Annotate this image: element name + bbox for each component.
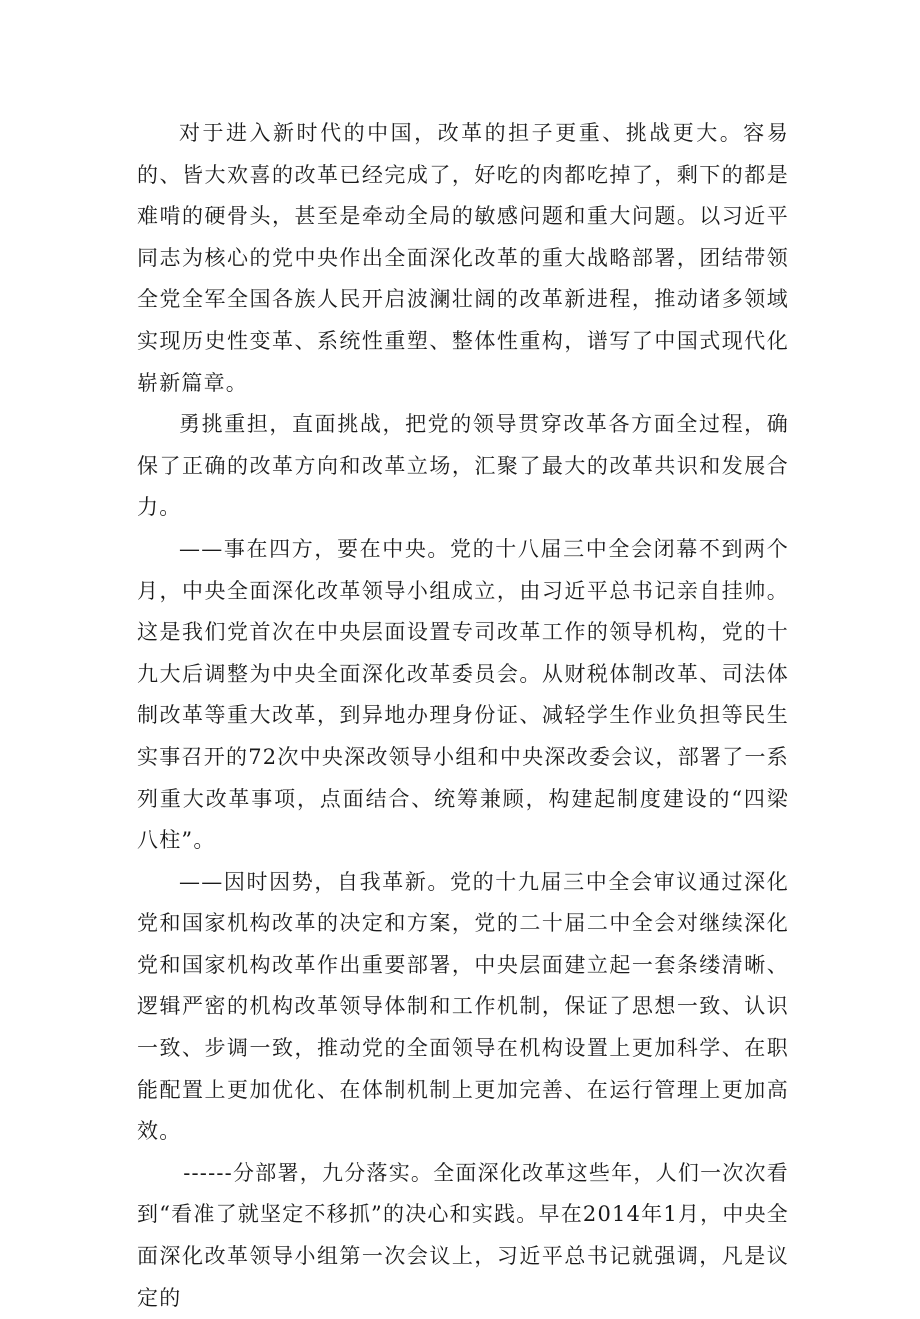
paragraph-leadership: 勇挑重担，直面挑战，把党的领导贯穿改革各方面全过程，确保了正确的改革方向和改革立场，汇聚了最大的改革共识和发展合力。 [137, 412, 789, 520]
paragraph-central-leadership: ——事在四方，要在中央。党的十八届三中全会闭幕不到两个月，中央全面深化改革领导小组成立，由习近平总书记亲自挂帅。这是我们党首次在中央层面设置专司改革工作的领导机构，党的十九大后调整为中央全面深化改革委员会。从财税体制改革、司法体制改革等重大改革，到异地办理身份证、减轻学生作业负担等民生实事召开的72次中央深改领导小组和中央深改委会议，部署了一系列重大改革事项，点面结合、统筹兼顾，构建起制度建设的“四梁八柱”。 [137, 536, 789, 853]
paragraph-implementation: ------分部署，九分落实。全面深化改革这些年，人们一次次看到“看准了就坚定不移抓”的决心和实践。早在2014年1月，中央全面深化改革领导小组第一次会议上，习近平总书记就强调，凡是议定的 [137, 1160, 789, 1310]
body-text [137, 113, 789, 1319]
paragraph-intro: 对于进入新时代的中国，改革的担子更重、挑战更大。容易的、皆大欢喜的改革已经完成了，好吃的肉都吃掉了，剩下的都是难啃的硬骨头，甚至是牵动全局的敏感问题和重大问题。以习近平同志为核心的党中央作出全面深化改革的重大战略部署，团结带领全党全军全国各族人民开启波澜壮阔的改革新进程，推动诸多领域实现历史性变革、系统性重塑、整体性重构，谱写了中国式现代化崭新篇章。 [137, 121, 789, 395]
paragraph-institutional-reform: ——因时因势，自我革新。党的十九届三中全会审议通过深化党和国家机构改革的决定和方案，党的二十届二中全会对继续深化党和国家机构改革作出重要部署，中央层面建立起一套条缕清晰、逻辑严密的机构改革领导体制和工作机制，保证了思想一致、认识一致、步调一致，推动党的全面领导在机构设置上更加科学、在职能配置上更加优化、在体制机制上更加完善、在运行管理上更加高效。 [137, 869, 789, 1144]
